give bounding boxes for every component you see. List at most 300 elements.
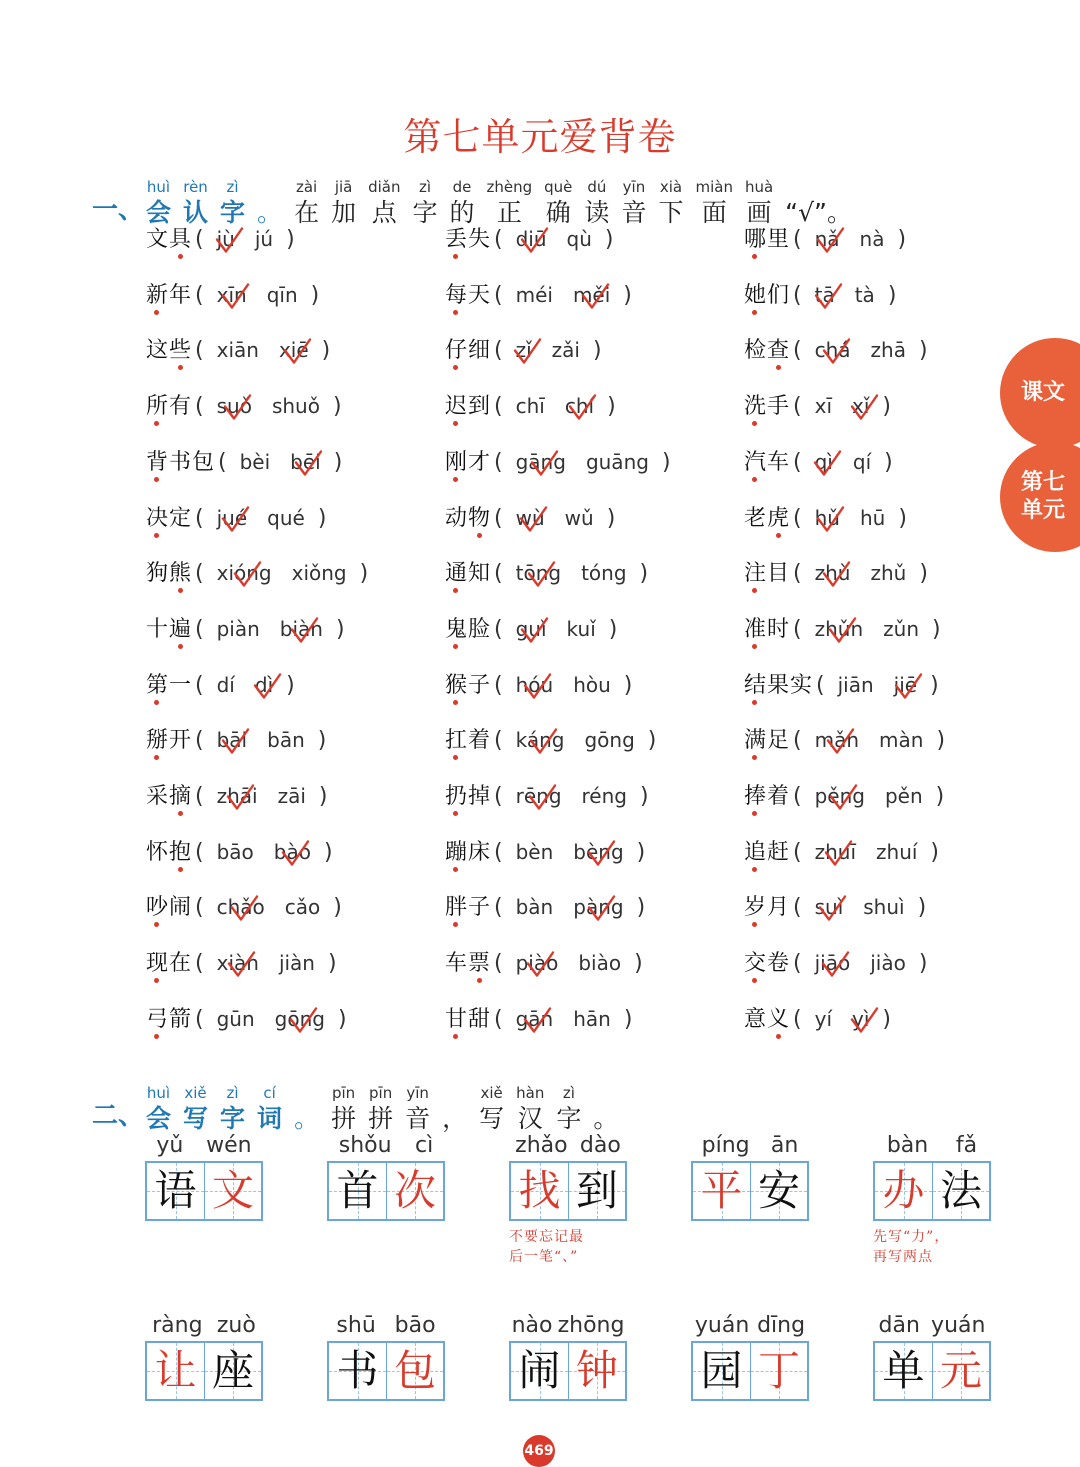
tianzige-cell[interactable] — [386, 1343, 443, 1399]
pinyin-option[interactable] — [879, 725, 923, 755]
pinyin-option[interactable] — [860, 503, 885, 533]
pinyin-label: huì — [146, 1084, 171, 1102]
tianzige-grid — [873, 1341, 991, 1401]
tianzige-cell[interactable] — [386, 1163, 443, 1219]
paren-close: ) — [932, 616, 941, 642]
emphasis-dot — [453, 755, 458, 760]
pinyin-option[interactable] — [279, 948, 315, 978]
pinyin-option[interactable] — [584, 725, 634, 755]
option-text: bèng — [573, 839, 624, 864]
paren-close: ) — [661, 449, 671, 475]
option-text: gān — [515, 1006, 554, 1031]
pinyin-option[interactable] — [573, 670, 611, 700]
hanzi-char: 读 — [584, 198, 610, 227]
pinyin-label: pīn — [369, 1084, 393, 1102]
pinyin-option[interactable] — [860, 224, 885, 254]
option-text: tā — [814, 282, 835, 307]
item-word — [744, 840, 790, 865]
paren-open: ( — [816, 672, 825, 698]
option-text: měi — [572, 282, 611, 307]
option-text: qì — [814, 449, 833, 474]
item-word-text: 弓箭 — [146, 1006, 193, 1032]
item-word-text: 狗熊 — [146, 561, 193, 587]
item-word-text: 岁月 — [744, 895, 791, 921]
emphasis-dot — [453, 700, 458, 705]
pinyin-option[interactable] — [280, 614, 323, 644]
item-word-text: 老虎 — [744, 505, 791, 531]
item-word-text: 洗手 — [744, 394, 791, 420]
option-text: dí — [216, 672, 235, 697]
option-text: hòu — [573, 672, 611, 697]
pinyin-option[interactable] — [815, 391, 832, 421]
pinyin-option[interactable] — [565, 391, 594, 421]
pinyin-option[interactable] — [815, 335, 851, 365]
pinyin-option[interactable] — [567, 614, 596, 644]
tianzige-cell[interactable] — [932, 1163, 989, 1219]
pinyin-option[interactable] — [217, 391, 252, 421]
pinyin-label: de — [452, 178, 472, 196]
item-word-text: 新年 — [146, 282, 193, 308]
option-text: gūn — [216, 1006, 255, 1031]
paren-open: ( — [195, 895, 204, 921]
option-text: jiào — [870, 951, 906, 976]
item-word-text: 追赶 — [744, 839, 791, 865]
hanzi-char: 的 — [449, 198, 475, 227]
pinyin-option[interactable] — [217, 948, 259, 978]
hanzi-char: 字 — [220, 198, 246, 227]
ruby-char — [257, 1084, 282, 1136]
pinyin-option[interactable] — [516, 224, 547, 254]
item-word-text: 胖子 — [445, 895, 492, 921]
pinyin-label: hàn — [516, 1084, 545, 1102]
pinyin-option[interactable] — [267, 725, 305, 755]
option-text: guāng — [585, 449, 649, 474]
tianzige-cell[interactable] — [329, 1343, 386, 1399]
pinyin-option[interactable] — [815, 1004, 832, 1034]
option-text: zǔn — [883, 616, 919, 641]
paren-open: ( — [494, 227, 503, 252]
pinyin-option[interactable] — [516, 335, 532, 365]
pinyin-syllable: fǎ — [955, 1133, 978, 1158]
pinyin-option[interactable] — [815, 503, 840, 533]
pinyin-option[interactable] — [217, 224, 235, 254]
paren-close: ) — [918, 338, 928, 364]
pinyin-option[interactable] — [217, 503, 248, 533]
option-text: bēi — [290, 449, 321, 474]
tianzige-cell[interactable] — [750, 1163, 807, 1219]
item-word-text: 背书包 — [146, 449, 216, 475]
item-word — [146, 617, 192, 642]
ruby-char — [294, 178, 319, 230]
pinyin-option[interactable] — [217, 280, 247, 310]
pinyin-option[interactable] — [274, 837, 311, 867]
pinyin-option[interactable] — [516, 614, 547, 644]
emphasis-dot — [453, 588, 458, 593]
tab-lesson[interactable]: 课文 — [1000, 338, 1080, 448]
paren-open: ( — [494, 784, 503, 809]
item-word — [744, 506, 790, 531]
tianzige-cell[interactable] — [147, 1163, 204, 1219]
written-char: 闹 — [518, 1346, 561, 1395]
paren-open: ( — [195, 505, 204, 531]
pinyin-option[interactable] — [255, 670, 273, 700]
item-word-text: 所有 — [146, 394, 193, 420]
item-word — [146, 895, 192, 920]
writing-word — [691, 1131, 809, 1221]
item-word-text: 这些 — [146, 338, 193, 364]
pinyin-option[interactable] — [815, 781, 865, 811]
pinyin-option[interactable] — [516, 280, 553, 310]
pinyin-option[interactable] — [217, 837, 254, 867]
written-char: 法 — [939, 1166, 982, 1215]
option-text: tóng — [581, 561, 627, 586]
pinyin-label: pīn — [331, 1084, 356, 1102]
pinyin-option[interactable] — [516, 892, 554, 922]
option-text: wù — [515, 505, 545, 530]
paren-close: ) — [636, 895, 646, 921]
pinyin-item — [744, 725, 948, 756]
paren-open: ( — [494, 282, 503, 308]
option-text: xiàn — [216, 951, 259, 976]
hanzi-char: 字 — [556, 1104, 582, 1133]
hanzi-char: 会 — [146, 198, 172, 227]
pinyin-option[interactable] — [838, 670, 874, 700]
emphasis-dot — [178, 254, 183, 259]
pinyin-option[interactable] — [573, 892, 623, 922]
pinyin-option[interactable] — [292, 558, 347, 588]
pinyin-option[interactable] — [853, 447, 871, 477]
hanzi-char: 字 — [412, 198, 438, 227]
item-word — [744, 673, 813, 698]
option-text: jiāo — [814, 951, 851, 976]
pinyin-option[interactable] — [217, 670, 235, 700]
pinyin-item — [744, 614, 944, 645]
tianzige-grid — [691, 1341, 809, 1401]
option-text: bèn — [515, 839, 554, 864]
paren-open: ( — [195, 227, 204, 252]
pinyin-label: huà — [744, 178, 774, 196]
pinyin-option[interactable] — [285, 892, 321, 922]
item-word — [744, 450, 790, 475]
writing-word — [873, 1131, 991, 1267]
pinyin-option[interactable] — [815, 725, 859, 755]
pinyin-option[interactable] — [217, 781, 258, 811]
pinyin-option[interactable] — [516, 447, 566, 477]
pinyin-option[interactable] — [586, 447, 649, 477]
pinyin-label: xiě — [480, 1084, 503, 1102]
emphasis-dot — [752, 310, 757, 315]
word-pinyin — [327, 1311, 445, 1341]
written-char: 园 — [700, 1346, 743, 1395]
pinyin-item — [146, 725, 329, 756]
hanzi-char: 正 — [496, 198, 522, 227]
option-text: xī — [814, 394, 833, 419]
tianzige-cell[interactable] — [568, 1163, 625, 1219]
option-text: nǎ — [814, 227, 840, 251]
word-pinyin — [145, 1131, 263, 1161]
ruby-char — [146, 178, 171, 230]
pinyin-option[interactable] — [278, 781, 306, 811]
option-text: dì — [254, 672, 274, 697]
pinyin-option[interactable] — [815, 614, 864, 644]
emphasis-dot — [752, 254, 757, 259]
tianzige-cell[interactable] — [568, 1343, 625, 1399]
pinyin-option[interactable] — [565, 503, 594, 533]
pinyin-option[interactable] — [852, 1004, 869, 1034]
pinyin-option[interactable] — [894, 670, 917, 700]
pinyin-option[interactable] — [516, 391, 545, 421]
pinyin-option[interactable] — [578, 948, 621, 978]
hanzi-char: 拼 — [368, 1104, 394, 1133]
item-word — [146, 673, 192, 698]
paren-open: ( — [195, 616, 204, 642]
item-word — [146, 283, 192, 308]
paren-close: ) — [333, 895, 342, 921]
emphasis-dot — [453, 811, 458, 816]
option-text: biàn — [279, 616, 323, 641]
written-char: 安 — [757, 1166, 800, 1215]
paren-close: ) — [639, 784, 649, 809]
item-word — [146, 506, 192, 531]
pinyin-item — [445, 1004, 635, 1035]
item-word-text: 现在 — [146, 951, 193, 977]
tianzige-cell[interactable] — [511, 1343, 568, 1399]
paren-close: ) — [317, 728, 327, 754]
pinyin-option[interactable] — [516, 670, 554, 700]
item-word-text: 第一 — [146, 672, 193, 698]
pinyin-option[interactable] — [815, 837, 856, 867]
item-word — [445, 951, 491, 976]
pinyin-option[interactable] — [267, 503, 305, 533]
option-text: gāng — [515, 449, 566, 474]
pinyin-option[interactable] — [870, 558, 906, 588]
item-word-text: 甘甜 — [445, 1006, 492, 1032]
emphasis-dot — [453, 867, 458, 872]
pinyin-option[interactable] — [885, 781, 923, 811]
tianzige-cell[interactable] — [204, 1163, 261, 1219]
paren-open: ( — [793, 338, 802, 364]
option-text: xǐ — [852, 394, 870, 419]
pinyin-label: què — [544, 178, 573, 196]
pinyin-label: zì — [418, 178, 432, 196]
item-word-text: 扛着 — [445, 728, 492, 754]
option-text: zhuí — [876, 839, 918, 864]
option-text: tōng — [515, 561, 562, 586]
writing-word — [691, 1311, 809, 1401]
pinyin-option[interactable] — [815, 892, 844, 922]
paren-open: ( — [195, 1006, 204, 1032]
item-word — [744, 1007, 790, 1032]
pinyin-option[interactable] — [870, 948, 906, 978]
pinyin-option[interactable] — [883, 614, 919, 644]
option-text: màn — [879, 728, 924, 753]
item-word-text: 刚才 — [445, 449, 492, 475]
paren-open: ( — [494, 338, 503, 364]
paren-open: ( — [494, 449, 503, 475]
pinyin-option[interactable] — [516, 837, 554, 867]
item-word — [445, 227, 491, 252]
hanzi-char: 会 — [146, 1104, 172, 1133]
pinyin-item — [744, 837, 942, 868]
pinyin-option[interactable] — [876, 837, 917, 867]
option-text: hǔ — [814, 505, 840, 530]
item-word-text: 车票 — [445, 951, 492, 977]
paren-close: ) — [898, 505, 907, 531]
pinyin-option[interactable] — [573, 837, 623, 867]
pinyin-option[interactable] — [581, 558, 626, 588]
pinyin-option[interactable] — [863, 892, 904, 922]
pinyin-item — [744, 224, 909, 255]
pinyin-option[interactable] — [582, 781, 627, 811]
option-text: zǐ — [515, 338, 532, 363]
pinyin-option[interactable] — [516, 725, 565, 755]
paren-close: ) — [332, 394, 342, 420]
pinyin-option[interactable] — [217, 335, 259, 365]
tianzige-cell[interactable] — [750, 1343, 807, 1399]
paren-open: ( — [195, 672, 204, 698]
word-pinyin — [327, 1131, 445, 1161]
pinyin-option[interactable] — [217, 1004, 255, 1034]
period-mark: 。 — [593, 1104, 619, 1133]
pinyin-option[interactable] — [855, 280, 875, 310]
pinyin-option[interactable] — [815, 280, 835, 310]
word-pinyin — [691, 1311, 809, 1341]
pinyin-option[interactable] — [217, 725, 248, 755]
pinyin-option[interactable] — [567, 224, 592, 254]
option-text: chí — [564, 394, 595, 419]
tianzige-cell[interactable] — [932, 1343, 989, 1399]
pinyin-option[interactable] — [516, 781, 562, 811]
tianzige-cell[interactable] — [204, 1343, 261, 1399]
pinyin-item — [744, 892, 929, 923]
paren-open: ( — [195, 394, 204, 420]
paren-open: ( — [195, 561, 204, 587]
paren-close: ) — [323, 839, 333, 865]
pinyin-option[interactable] — [217, 614, 260, 644]
ruby-char — [487, 178, 533, 230]
ruby-char — [450, 178, 475, 230]
pinyin-option[interactable] — [275, 1004, 325, 1034]
paren-close: ) — [919, 561, 928, 587]
option-text: jiān — [837, 672, 874, 697]
pinyin-item — [445, 391, 619, 422]
pinyin-option[interactable] — [516, 948, 559, 978]
tianzige-cell[interactable] — [875, 1163, 932, 1219]
pinyin-option[interactable] — [255, 224, 273, 254]
paren-open: ( — [793, 1006, 802, 1032]
hanzi-char: 在 — [294, 198, 320, 227]
emphasis-dot — [752, 867, 757, 872]
paren-close: ) — [327, 951, 337, 977]
section-2-heading — [92, 1066, 992, 1136]
item-word-text: 鬼脸 — [445, 616, 492, 642]
tianzige-grid — [691, 1161, 809, 1221]
tianzige-cell[interactable] — [693, 1343, 750, 1399]
pinyin-item — [146, 781, 331, 812]
period-mark: 。 — [257, 198, 283, 227]
emphasis-dot — [178, 867, 183, 872]
writing-tip — [873, 1227, 991, 1267]
paren-close: ) — [333, 449, 343, 475]
page-title: 第七单元爱背卷 — [403, 115, 677, 159]
paren-close: ) — [639, 561, 649, 587]
pinyin-syllable: dīng — [757, 1313, 806, 1338]
pinyin-item — [445, 447, 674, 478]
pinyin-label: zì — [562, 1084, 575, 1102]
pinyin-option[interactable] — [272, 391, 320, 421]
paren-open: ( — [494, 839, 503, 865]
pinyin-option[interactable] — [815, 948, 851, 978]
pinyin-option[interactable] — [815, 224, 840, 254]
paren-close: ) — [604, 227, 614, 252]
pinyin-option[interactable] — [516, 1004, 554, 1034]
option-text: gōng — [584, 728, 635, 753]
pinyin-option[interactable] — [871, 335, 906, 365]
item-word — [744, 951, 790, 976]
pinyin-option[interactable] — [267, 280, 298, 310]
item-word — [146, 227, 192, 252]
tianzige-grid — [327, 1161, 445, 1221]
emphasis-dot — [178, 811, 183, 816]
pinyin-option[interactable] — [852, 391, 869, 421]
item-word — [445, 617, 491, 642]
tianzige-cell[interactable] — [511, 1163, 568, 1219]
pinyin-option[interactable] — [516, 558, 561, 588]
item-word — [146, 338, 192, 363]
comma-mark: ， — [442, 1104, 468, 1133]
tab-unit-7[interactable]: 第七 单元 — [1000, 442, 1080, 552]
option-text: zhù — [814, 561, 851, 586]
pinyin-option[interactable] — [217, 558, 272, 588]
pinyin-option[interactable] — [279, 335, 309, 365]
option-text: wǔ — [564, 505, 594, 530]
pinyin-label: rèn — [183, 178, 208, 196]
pinyin-item — [445, 781, 652, 812]
pinyin-option[interactable] — [240, 447, 271, 477]
option-text: suǒ — [216, 394, 252, 419]
pinyin-option[interactable] — [516, 503, 545, 533]
item-word — [744, 617, 790, 642]
option-text: qí — [852, 449, 872, 474]
hanzi-char: 字 — [220, 1104, 246, 1133]
word-pinyin — [145, 1311, 263, 1341]
item-word — [744, 338, 790, 363]
tianzige-cell[interactable] — [329, 1163, 386, 1219]
paren-close: ) — [310, 282, 320, 308]
pinyin-item — [146, 614, 348, 645]
pinyin-option[interactable] — [290, 447, 321, 477]
tianzige-cell[interactable] — [147, 1343, 204, 1399]
pinyin-label: zì — [226, 178, 239, 196]
pinyin-option[interactable] — [573, 280, 610, 310]
emphasis-dot — [154, 421, 159, 426]
hanzi-char: 点 — [371, 198, 397, 227]
pinyin-option[interactable] — [573, 1004, 611, 1034]
pinyin-option[interactable] — [815, 447, 833, 477]
ruby-char — [183, 178, 208, 230]
tianzige-cell[interactable] — [875, 1343, 932, 1399]
writing-word — [145, 1311, 263, 1401]
pinyin-option[interactable] — [815, 558, 851, 588]
pinyin-option[interactable] — [552, 335, 580, 365]
tianzige-cell[interactable] — [693, 1163, 750, 1219]
pinyin-item — [445, 614, 620, 645]
section-instruction — [140, 178, 858, 230]
option-text: gōng — [274, 1006, 325, 1031]
paren-open: ( — [494, 951, 503, 977]
pinyin-option[interactable] — [217, 892, 265, 922]
option-text: piàn — [216, 616, 260, 641]
